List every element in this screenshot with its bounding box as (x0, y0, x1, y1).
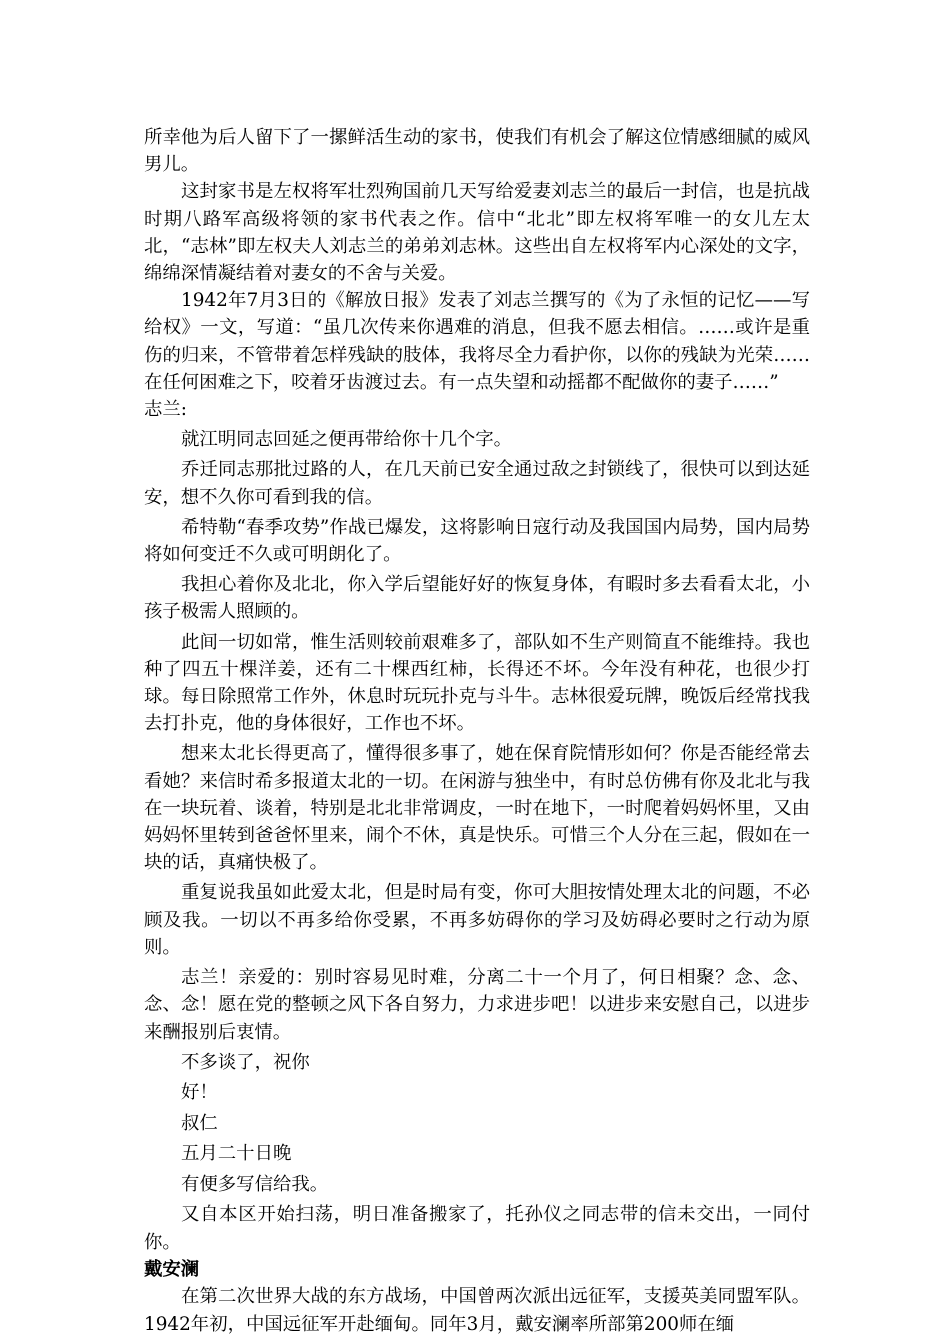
letter-paragraph: 希特勒“春季攻势”作战已爆发，这将影响日寇行动及我国国内局势，国内局势将如何变迁不久或可明朗化了。 (144, 516, 810, 566)
letter-closing (144, 1046, 810, 1257)
closing-signature: 叔仁 (181, 1112, 218, 1134)
document-page (144, 124, 810, 1338)
intro-paragraph: 所幸他为后人留下了一摞鲜活生动的家书，使我们有机会了解这位情感细腻的威风男儿。 (144, 127, 810, 176)
letter-salutation: 志兰: (144, 399, 187, 421)
closing-date: 五月二十日晚 (181, 1143, 292, 1165)
intro-paragraph: 这封家书是左权将军壮烈殉国前几天写给爱妻刘志兰的最后一封信，也是抗战时期八路军高级将领的家书代表之作。信中“北北”即左权将军唯一的女儿左太北，“志林”即左权夫人刘志兰的弟弟刘志林。这些出自左权将军内心深处的文字，绵绵深情凝结着对妻女的不舍与关爱。 (144, 181, 810, 285)
letter-paragraph: 乔迁同志那批过路的人，在几天前已安全通过敌之封锁线了，很快可以到达延安，想不久你可看到我的信。 (144, 459, 810, 508)
closing-line: 好！ (181, 1082, 218, 1104)
letter-paragraph: 此间一切如常，惟生活则较前艰难多了，部队如不生产则简直不能维持。我也种了四五十棵洋姜，还有二十棵西红柿，长得还不坏。今年没有种花，也很少打球。每日除照常工作外，休息时玩玩扑克与斗牛。志林很爱玩牌，晚饭后经常找我去打扑克，他的身体很好，工作也不坏。 (144, 631, 810, 735)
letter-paragraph: 重复说我虽如此爱太北，但是时局有变，你可大胆按情处理太北的问题，不必顾及我。一切以不再多给你受累，不再多妨碍你的学习及妨碍必要时之行动为原则。 (144, 882, 810, 958)
closing-line: 有便多写信给我。 (181, 1173, 329, 1195)
letter-paragraph: 志兰！亲爱的：别时容易见时难，分离二十一个月了，何日相聚？念、念、念、念！愿在党的整顿之风下各自努力，力求进步吧！以进步来安慰自己，以进步来酬报别后衷情。 (144, 967, 810, 1043)
intro-paragraph: 1942年7月3日的《解放日报》发表了刘志兰撰写的《为了永恒的记忆——写给权》一文，写道：“虽几次传来你遇难的消息，但我不愿去相信。……或许是重伤的归来，不管带着怎样残缺的肢体，我将尽全力看护你，以你的残缺为光荣……在任何困难之下，咬着牙齿渡过去。有一点失望和动摇都不配做你的妻子……” (144, 290, 810, 393)
section-paragraph: 在第二次世界大战的东方战场，中国曾两次派出远征军，支援英美同盟军队。1942年初，中国远征军开赴缅甸。同年3月，戴安澜率所部第200师在缅 (144, 1286, 810, 1335)
letter-paragraph: 我担心着你及北北，你入学后望能好好的恢复身体，有暇时多去看看太北，小孩子极需人照顾的。 (144, 574, 810, 623)
letter-paragraph: 就江明同志回延之便再带给你十几个字。 (181, 429, 513, 451)
letter-postscript: 又自本区开始扫荡，明日准备搬家了，托孙仪之同志带的信未交出，一同付你。 (144, 1204, 810, 1253)
closing-line: 不多谈了，祝你 (181, 1051, 310, 1073)
section-heading: 戴安澜 (144, 1259, 200, 1281)
letter-paragraph: 想来太北长得更高了，懂得很多事了，她在保育院情形如何？你是否能经常去看她？来信时希多报道太北的一切。在闲游与独坐中，有时总仿佛有你及北北与我在一块玩着、谈着，特别是北北非常调皮，一时在地下，一时爬着妈妈怀里，又由妈妈怀里转到爸爸怀里来，闹个不休，真是快乐。可惜三个人分在三起，假如在一块的话，真痛快极了。 (144, 743, 810, 874)
letter-body (144, 396, 810, 1046)
